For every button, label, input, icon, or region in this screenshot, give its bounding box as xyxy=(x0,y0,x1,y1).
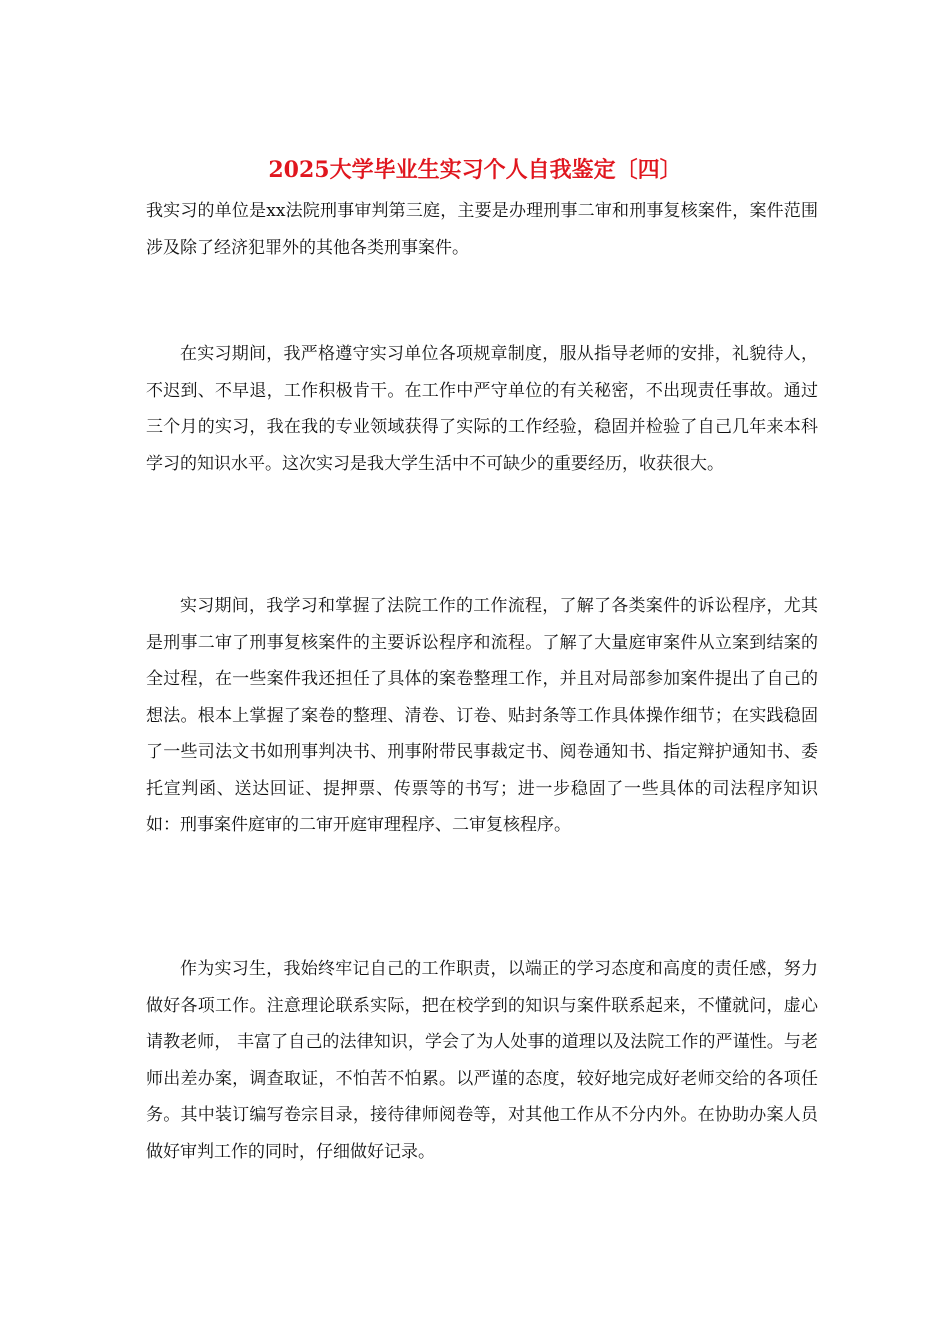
paragraph-1: 我实习的单位是xx法院刑事审判第三庭，主要是办理刑事二审和刑事复核案件，案件范围涉及除了经济犯罪外的其他各类刑事案件。 xyxy=(146,201,818,258)
paragraph-2: 在实习期间，我严格遵守实习单位各项规章制度，服从指导老师的安排，礼貌待人，不迟到、不早退，工作积极肯干。在工作中严守单位的有关秘密，不出现责任事故。通过三个月的实习，我在我的专业领域获得了实际的工作经验，稳固并检验了自己几年来本科学习的知识水平。这次实习是我大学生活中不可缺少的重要经历，收获很大。 xyxy=(146,344,818,474)
document-title: 2025大学毕业生实习个人自我鉴定〔四〕 xyxy=(268,157,682,183)
paragraph-4: 作为实习生，我始终牢记自己的工作职责，以端正的学习态度和高度的责任感，努力做好各项工作。注意理论联系实际，把在校学到的知识与案件联系起来，不懂就问，虚心请教老师， 丰富了自己的法律知识，学会了为人处事的道理以及法院工作的严谨性。与老师出差办案，调查取证，不怕苦不怕累。以严谨的态度，较好地完成好老师交给的各项任务。其中装订编写卷宗目录，接待律师阅卷等，对其他工作从不分内外。在协助办案人员做好审判工作的同时，仔细做好记录。 xyxy=(146,959,818,1162)
paragraph-3: 实习期间，我学习和掌握了法院工作的工作流程，了解了各类案件的诉讼程序，尤其是刑事二审了刑事复核案件的主要诉讼程序和流程。了解了大量庭审案件从立案到结案的全过程，在一些案件我还担任了具体的案卷整理工作，并且对局部参加案件提出了自己的想法。根本上掌握了案卷的整理、清卷、订卷、贴封条等工作具体操作细节；在实践稳固了一些司法文书如刑事判决书、刑事附带民事裁定书、阅卷通知书、指定辩护通知书、委托宣判函、送达回证、提押票、传票等的书写；进一步稳固了一些具体的司法程序知识如：刑事案件庭审的二审开庭审理程序、二审复核程序。 xyxy=(146,596,818,835)
